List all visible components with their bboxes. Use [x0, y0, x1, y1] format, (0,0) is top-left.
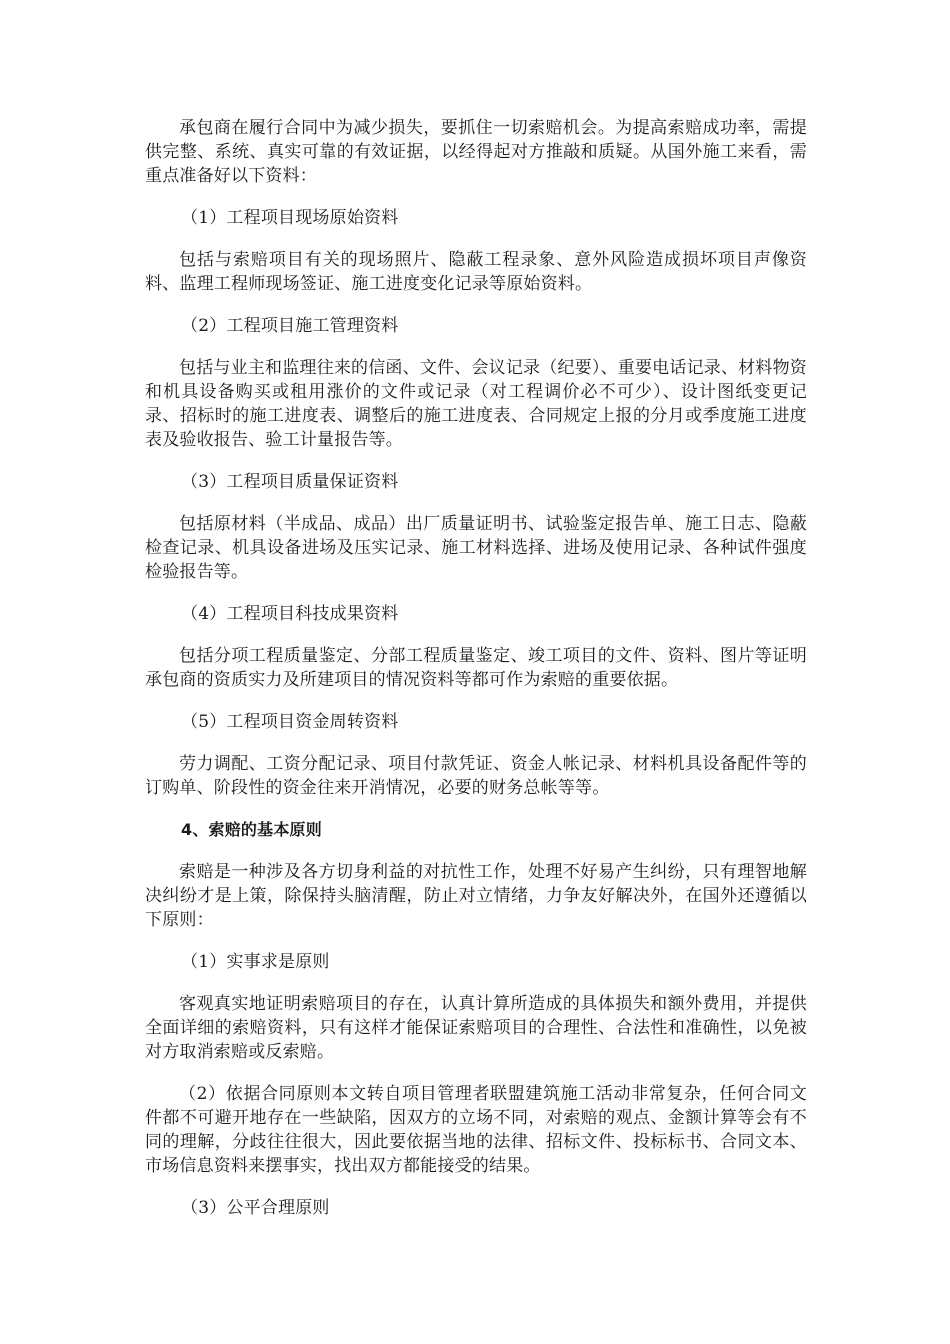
item4-title: （4）工程项目科技成果资料 — [181, 604, 399, 624]
item3-paragraph: 包括原材料（半成品、成品）出厂质量证明书、试验鉴定报告单、施工日志、隐蔽检查记录、机具设备进场及压实记录、施工材料选择、进场及使用记录、各种试件强度检验报告等。 — [145, 514, 807, 582]
item1-title: （1）工程项目现场原始资料 — [181, 208, 399, 228]
principle1-title: （1）实事求是原则 — [181, 952, 330, 972]
item5-paragraph: 劳力调配、工资分配记录、项目付款凭证、资金人帐记录、材料机具设备配件等的订购单、阶段性的资金往来开消情况，必要的财务总帐等等。 — [145, 754, 807, 798]
principle3-title: （3）公平合理原则 — [181, 1198, 330, 1218]
item5-title: （5）工程项目资金周转资料 — [181, 712, 399, 732]
item2-paragraph: 包括与业主和监理往来的信函、文件、会议记录（纪要）、重要电话记录、材料物资和机具设备购买或租用涨价的文件或记录（对工程调价必不可少）、设计图纸变更记录、招标时的施工进度表、调整后的施工进度表、合同规定上报的分月或季度施工进度表及验收报告、验工计量报告等。 — [145, 358, 807, 450]
document-body — [145, 116, 807, 1238]
item2-title: （2）工程项目施工管理资料 — [181, 316, 399, 336]
intro-paragraph: 承包商在履行合同中为减少损失，要抓住一切索赔机会。为提高索赔成功率，需提供完整、系统、真实可靠的有效证据，以经得起对方推敲和质疑。从国外施工来看，需重点准备好以下资料： — [145, 118, 807, 186]
item4-paragraph: 包括分项工程质量鉴定、分部工程质量鉴定、竣工项目的文件、资料、图片等证明承包商的资质实力及所建项目的情况资料等都可作为索赔的重要依据。 — [145, 646, 807, 690]
principle2-paragraph: （2）依据合同原则本文转自项目管理者联盟建筑施工活动非常复杂，任何合同文件都不可避开地存在一些缺陷，因双方的立场不同，对索赔的观点、金额计算等会有不同的理解，分歧往往很大，因此要依据当地的法律、招标文件、投标标书、合同文本、市场信息资料来摆事实，找出双方都能接受的结果。 — [145, 1084, 807, 1176]
item1-paragraph: 包括与索赔项目有关的现场照片、隐蔽工程录象、意外风险造成损坏项目声像资料、监理工程师现场签证、施工进度变化记录等原始资料。 — [145, 250, 807, 294]
section4-intro-paragraph: 索赔是一种涉及各方切身利益的对抗性工作，处理不好易产生纠纷，只有理智地解决纠纷才是上策，除保持头脑清醒，防止对立情绪，力争友好解决外，在国外还遵循以下原则： — [145, 862, 807, 930]
principle1-paragraph: 客观真实地证明索赔项目的存在，认真计算所造成的具体损失和额外费用，并提供全面详细的索赔资料，只有这样才能保证索赔项目的合理性、合法性和准确性，以免被对方取消索赔或反索赔。 — [145, 994, 807, 1062]
section4-heading: 4、索赔的基本原则 — [181, 820, 322, 839]
item3-title: （3）工程项目质量保证资料 — [181, 472, 399, 492]
